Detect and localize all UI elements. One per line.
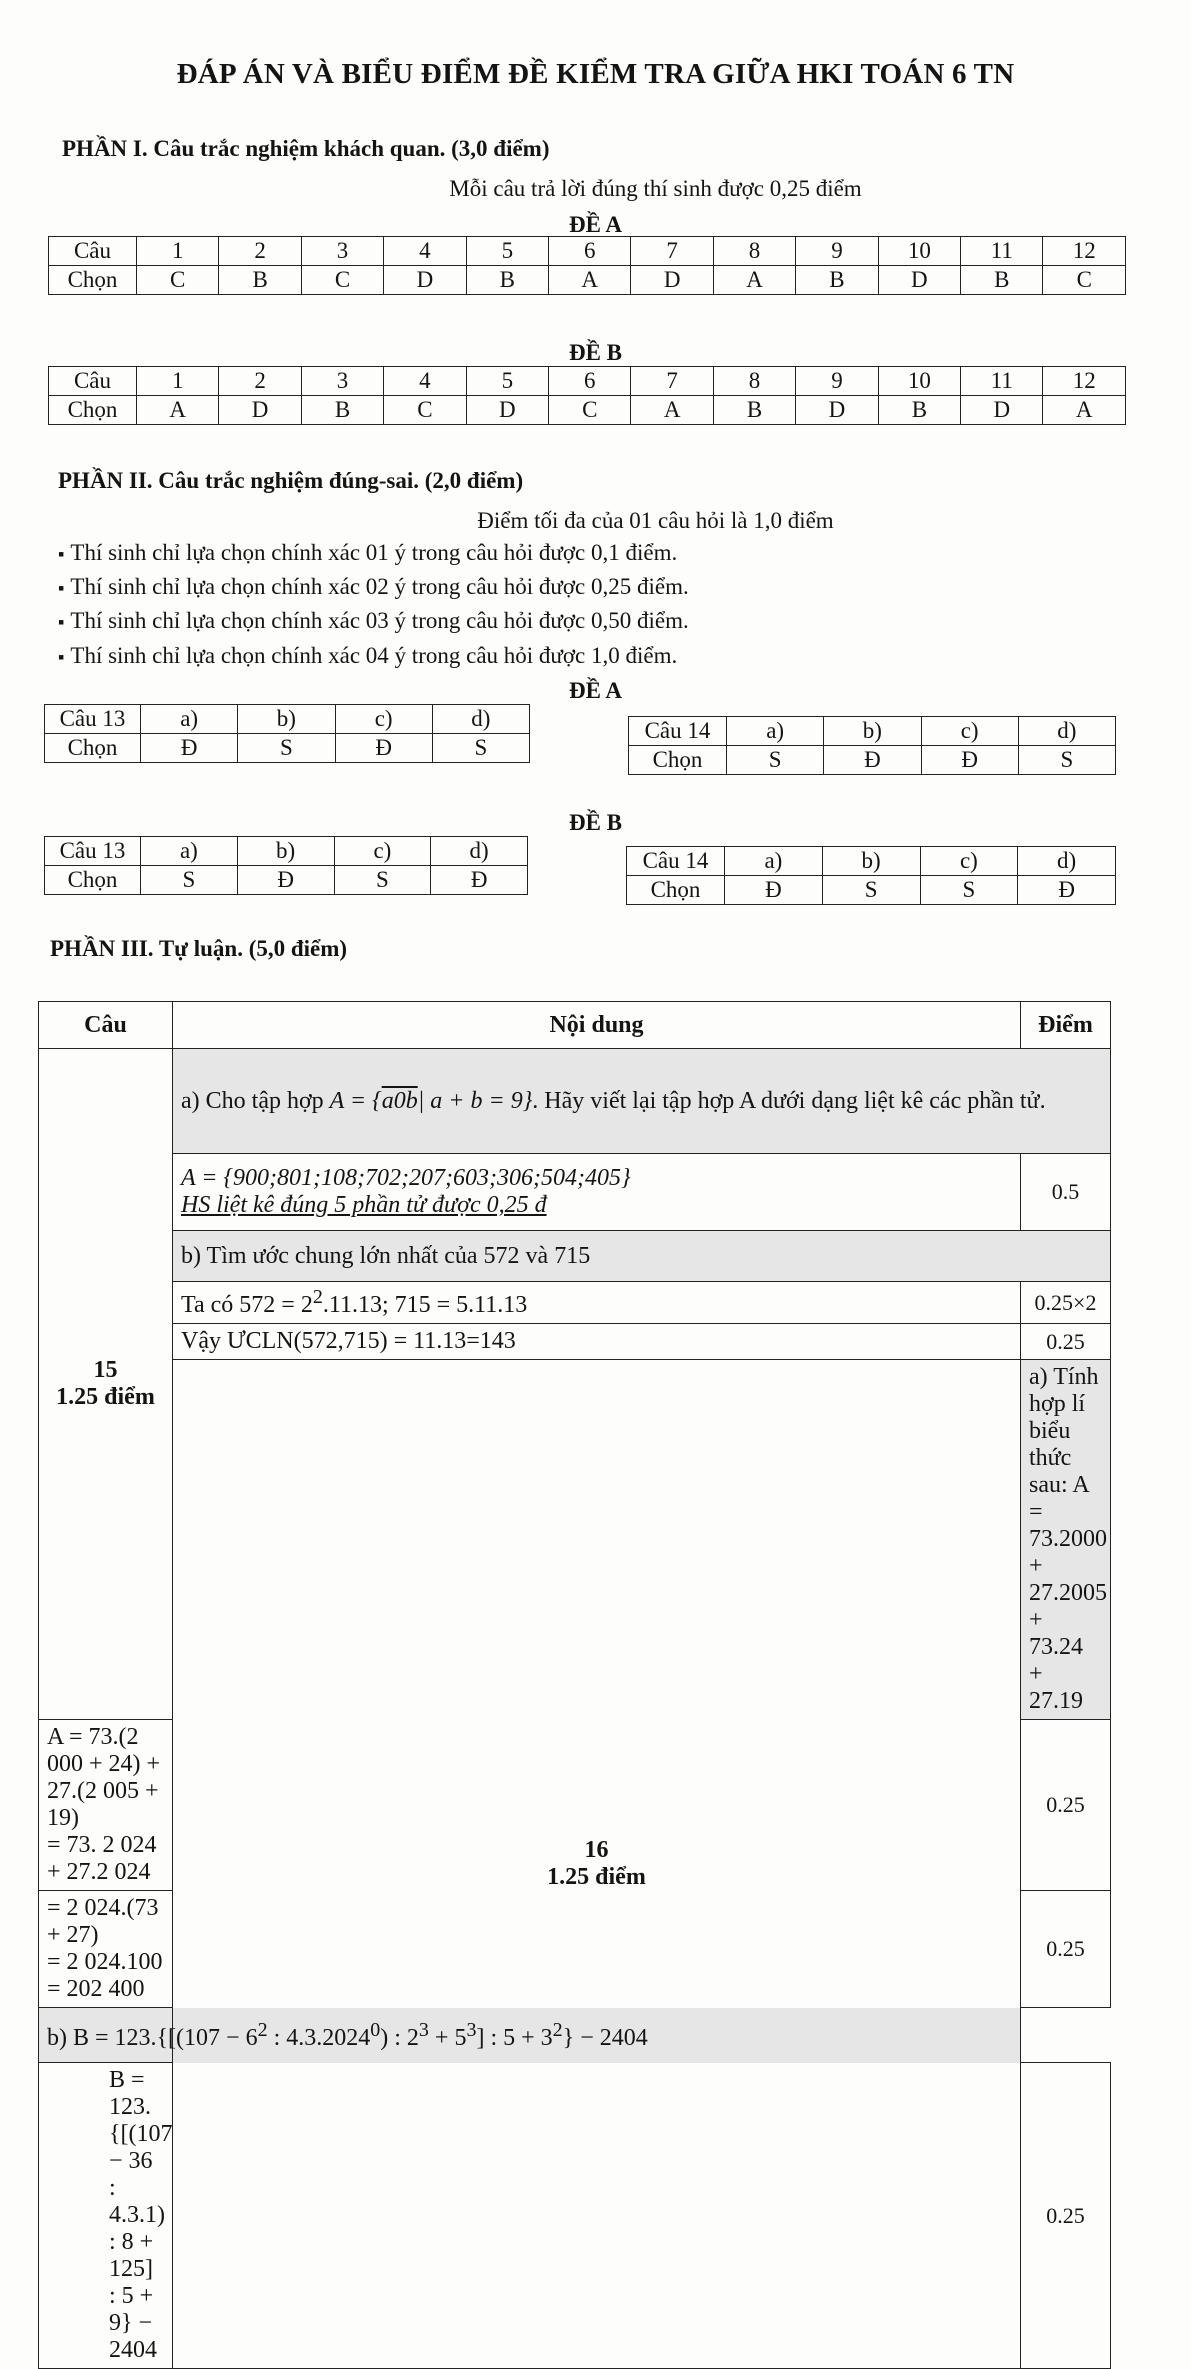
question-number: 11 [961,367,1043,396]
question-number: 4 [384,367,466,396]
table-row [45,837,528,866]
answer-15a [173,1154,1021,1231]
table-header-row [39,1002,1111,1049]
question-15b: b) Tìm ước chung lớn nhất của 572 và 715 [173,1231,1111,1282]
answer-cell: Đ [237,866,334,895]
answer-15b-line2: Vậy ƯCLN(572,715) = 11.13=143 [173,1324,1021,1360]
table-row [627,876,1116,905]
question-number: 16 [584,1837,609,1863]
answer-cell: S [334,866,431,895]
table-row [39,1282,1111,1324]
table-row [39,1049,1111,1154]
column-label: b) [824,717,921,746]
answer-line: = 73. 2 024 + 27.2 024 [47,1832,157,1885]
part2-de-b-q13-table [44,836,528,895]
answer-cell: S [822,876,920,905]
question-label: Câu 13 [45,837,141,866]
column-label: d) [432,705,529,734]
column-label: c) [920,847,1018,876]
question-text: a) Cho tập hợp [181,1087,330,1114]
header-points: Điểm [1021,1002,1111,1049]
question-number: 5 [466,237,548,266]
exponent: 2 [312,1286,323,1308]
answer-line: A = {900;801;108;702;207;603;306;504;405} [181,1165,631,1191]
question-number: 2 [219,237,301,266]
column-label: c) [334,837,431,866]
part2-de-a-q13-table [44,704,530,763]
question-number: 1 [137,237,219,266]
set-notation: A = {a0b| a + b = 9} [329,1087,533,1114]
question-label: Câu 14 [629,717,727,746]
question-number: 9 [796,367,878,396]
question-number: 2 [219,367,301,396]
table-row [629,746,1116,775]
question-number: 10 [878,367,960,396]
answer-cell: D [466,396,548,425]
column-label: d) [1018,847,1116,876]
part2-de-a-q14-table [628,716,1116,775]
column-label: a) [141,837,238,866]
answer-cell: D [961,396,1043,425]
part2-de-b-label: ĐỀ B [568,810,623,835]
essay-table [38,1001,1111,2369]
answer-line: A = 73.(2 000 + 24) + 27.(2 005 + 19) [47,1724,161,1831]
answer-cell: B [961,266,1043,295]
column-label: a) [141,705,238,734]
answer-note: HS liệt kê đúng 5 phần tử được 0,25 đ [181,1192,547,1218]
question-points: 1.25 điểm [56,1384,155,1410]
answer-cell: S [238,734,335,763]
points-cell: 0.25×2 [1021,1282,1111,1324]
question-number: 8 [713,237,795,266]
question-label: Câu 14 [627,847,725,876]
part1-note: Mỗi câu trả lời đúng thí sinh được 0,25 điểm [449,176,862,201]
header-content: Nội dung [173,1002,1021,1049]
table-row [45,866,528,895]
column-label: b) [822,847,920,876]
question-number: 9 [796,237,878,266]
row-label: Chọn [49,266,137,295]
table-row [49,367,1126,396]
answer-cell: A [631,396,713,425]
answer-cell: B [878,396,960,425]
question-15-cell [39,1049,173,1720]
answer-cell: C [1043,266,1126,295]
part2-heading: PHẦN II. Câu trắc nghiệm đúng-sai. (2,0 điểm) [58,468,524,493]
row-label: Chọn [45,866,141,895]
answer-cell: Đ [824,746,921,775]
answer-cell: A [137,396,219,425]
answer-cell: S [141,866,238,895]
table-row [45,734,530,763]
question-number: 7 [631,367,713,396]
answer-line: = 2 024.100 = 202 400 [47,1949,163,2002]
answer-cell: B [219,266,301,295]
part1-de-a-label: ĐỀ A [568,212,623,237]
part1-de-b-table [48,366,1126,425]
question-text: . Hãy viết lại tập hợp A dưới dạng liệt kê các phần tử. [532,1087,1046,1114]
answer-cell: C [301,266,383,295]
part2-note: Điểm tối đa của 01 câu hỏi là 1,0 điểm [477,508,834,533]
table-row [49,396,1126,425]
answer-cell: D [796,396,878,425]
part2-bullet: ▪ Thí sinh chỉ lựa chọn chính xác 01 ý trong câu hỏi được 0,1 điểm. [58,540,677,566]
answer-cell: D [384,266,466,295]
answer-16a-lines1-2 [39,1720,173,1891]
answer-cell: C [384,396,466,425]
column-label: a) [727,717,824,746]
answer-cell: B [301,396,383,425]
part2-bullet: ▪ Thí sinh chỉ lựa chọn chính xác 02 ý trong câu hỏi được 0,25 điểm. [58,574,689,600]
answer-cell: D [219,396,301,425]
part2-de-b-q14-table [626,846,1116,905]
table-row [49,266,1126,295]
question-number: 15 [93,1357,118,1383]
answer-cell: Đ [725,876,823,905]
answer-cell: A [713,266,795,295]
table-row [39,1324,1111,1360]
points-cell: 0.5 [1021,1154,1111,1231]
table-row [627,847,1116,876]
answer-cell: Đ [335,734,432,763]
part1-de-b-label: ĐỀ B [568,340,623,365]
table-row [39,1231,1111,1282]
question-number: 11 [961,237,1043,266]
answer-cell: A [549,266,631,295]
answer-cell: D [878,266,960,295]
row-label: Chọn [45,734,141,763]
part1-de-a-table [48,236,1126,295]
answer-16a-lines3-4 [39,1891,173,2008]
question-16a: a) Tính hợp lí biểu thức sau: A = 73.2000 + 27.2005 + 73.24 + 27.19 [1021,1360,1111,1720]
part2-de-a-label: ĐỀ A [568,678,623,703]
answer-cell: S [727,746,824,775]
points-cell: 0.25 [1021,2063,1111,2369]
question-number: 7 [631,237,713,266]
question-16b: b) $B = 123.\{[(107 - 6^2$ : 4.3.2024$^0$) : $2^3 + 5^3$] : $5 + 3^2\} - 2404$ [39,2008,1021,2063]
question-15a [173,1049,1111,1154]
column-label: c) [335,705,432,734]
question-number: 5 [466,367,548,396]
answer-16b: B = 123.{[(107 − 36 : 4.3.1) : 8 + 125] : 5 + 9} − 2404 [39,2063,173,2369]
question-number: 4 [384,237,466,266]
question-number: 6 [549,367,631,396]
answer-cell: A [1043,396,1126,425]
table-row [49,237,1126,266]
answer-cell: Đ [1018,876,1116,905]
answer-line: = 2 024.(73 + 27) [47,1895,159,1948]
table-row [39,2008,1111,2063]
page-title: ĐÁP ÁN VÀ BIỂU ĐIỂM ĐỀ KIỂM TRA GIỮA HKI TOÁN 6 TN [176,58,1015,90]
answer-cell: B [713,396,795,425]
part1-heading: PHẦN I. Câu trắc nghiệm khách quan. (3,0 điểm) [62,136,550,161]
column-label: c) [921,717,1018,746]
question-points: 1.25 điểm [547,1864,646,1890]
question-16-cell [173,1360,1021,2369]
column-label: a) [725,847,823,876]
overlined-number: a0b [381,1087,418,1114]
answer-15b-line1: Ta có $572 = 2^2.11.13$; 715 = 5.11.13 [173,1282,1021,1324]
part2-bullet: ▪ Thí sinh chỉ lựa chọn chính xác 04 ý trong câu hỏi được 1,0 điểm. [58,643,677,669]
answer-cell: Đ [431,866,528,895]
part2-bullet: ▪ Thí sinh chỉ lựa chọn chính xác 03 ý trong câu hỏi được 0,50 điểm. [58,608,689,634]
row-label: Câu [49,367,137,396]
table-row [39,1360,1111,1720]
question-number: 3 [301,237,383,266]
answer-cell: B [796,266,878,295]
question-number: 8 [713,367,795,396]
row-label: Chọn [629,746,727,775]
points-cell: 0.25 [1021,1324,1111,1360]
header-cau: Câu [39,1002,173,1049]
answer-cell: B [466,266,548,295]
question-label: Câu 13 [45,705,141,734]
column-label: d) [1018,717,1115,746]
answer-cell: S [1018,746,1115,775]
answer-cell: Đ [921,746,1018,775]
question-number: 10 [878,237,960,266]
table-row [629,717,1116,746]
row-label: Câu [49,237,137,266]
table-row [39,1154,1111,1231]
question-number: 12 [1043,367,1126,396]
points-cell: 0.25 [1021,1720,1111,1891]
column-label: d) [431,837,528,866]
row-label: Chọn [627,876,725,905]
answer-cell: D [631,266,713,295]
column-label: b) [238,705,335,734]
part3-heading: PHẦN III. Tự luận. (5,0 điểm) [50,936,348,961]
points-cell: 0.25 [1021,1891,1111,2008]
question-number: 6 [549,237,631,266]
question-number: 3 [301,367,383,396]
answer-cell: C [549,396,631,425]
question-number: 12 [1043,237,1126,266]
column-label: b) [237,837,334,866]
table-row [45,705,530,734]
answer-cell: S [432,734,529,763]
question-number: 1 [137,367,219,396]
answer-cell: Đ [141,734,238,763]
answer-cell: C [137,266,219,295]
row-label: Chọn [49,396,137,425]
answer-cell: S [920,876,1018,905]
